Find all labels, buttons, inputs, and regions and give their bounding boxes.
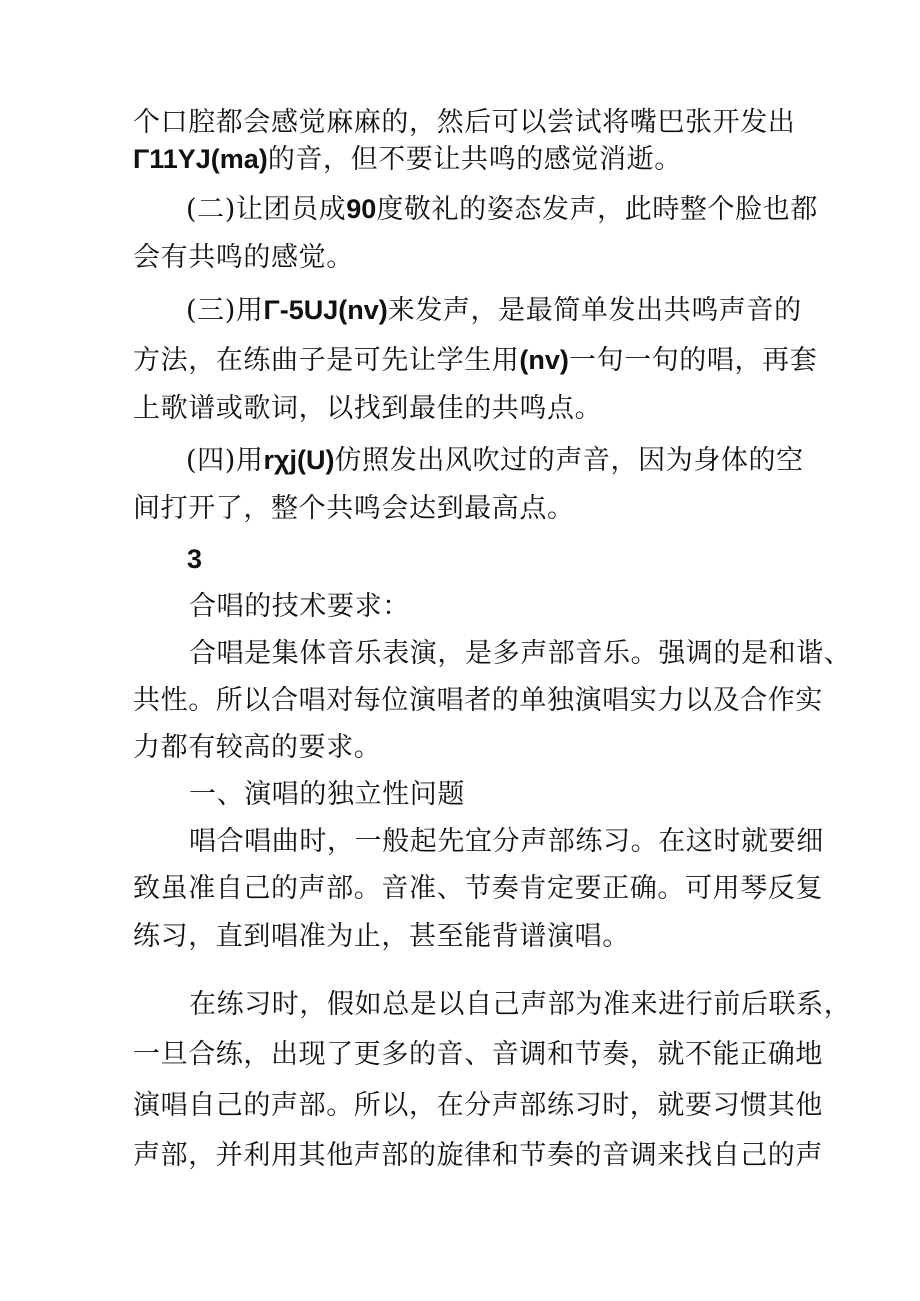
text-line (133, 681, 920, 721)
number-value: 90 (346, 194, 377, 224)
text-run: 会有共鸣的感觉。 (133, 242, 354, 273)
text-run: 度敬礼的姿态发声，此時整个脸也都 (376, 194, 818, 225)
phonetic-code: Γ11YJ(ma) (133, 144, 268, 174)
text-line (133, 139, 920, 179)
phonetic-code: rχj(U) (263, 445, 335, 475)
text-run: 一旦合练，出现了更多的音、音调和节奏，就不能正确地 (133, 1039, 823, 1070)
text-line (133, 340, 920, 380)
text-run: 方法，在练曲子是可先让学生用 (133, 345, 520, 376)
text-run: 仿照发出风吹过的声音，因为身体的空 (334, 445, 804, 476)
text-run: 合唱是集体音乐表演，是多声部音乐。强调的是和谐、 (189, 638, 852, 669)
text-line (133, 1035, 920, 1075)
text-line (133, 238, 920, 278)
text-run: 个口腔都会感觉麻麻的，然后可以尝试将嘴巴张开发出 (133, 107, 796, 138)
text-run: 声部，并利用其他声部的旋律和节奏的音调来找自己的声 (133, 1140, 823, 1171)
text-line (186, 290, 920, 330)
section-number (187, 539, 920, 579)
text-run: (二)让团员成 (186, 194, 347, 225)
phonetic-code: Γ-5UJ(nv) (263, 295, 388, 325)
text-run: 共性。所以合唱对每位演唱者的单独演唱实力以及合作实 (133, 685, 823, 716)
subheading-text: 一、演唱的独立性问题 (189, 779, 465, 810)
text-run: 唱合唱曲时，一般起先宜分声部练习。在这时就要细 (189, 826, 824, 857)
text-line (133, 1136, 920, 1176)
text-run: (三)用 (186, 295, 264, 326)
text-line (133, 1086, 920, 1126)
text-line (133, 389, 920, 429)
text-run: 演唱自己的声部。所以，在分声部练习时，就要习惯其他 (133, 1090, 823, 1121)
text-line (133, 489, 920, 529)
text-run: 上歌谱或歌词，以找到最佳的共鸣点。 (133, 393, 603, 424)
subheading (189, 775, 920, 815)
text-run: 的音，但不要让共鸣的感觉消逝。 (267, 144, 682, 175)
phonetic-code: (nv) (519, 345, 569, 375)
text-line (189, 822, 920, 862)
text-run: 在练习时，假如总是以自己声部为准来进行前后联系， (189, 989, 852, 1020)
text-run: 间打开了，整个共鸣会达到最高点。 (133, 493, 575, 524)
text-line (133, 917, 920, 957)
text-line (186, 189, 920, 229)
text-run: 练习，直到唱准为止，甚至能背谱演唱。 (133, 921, 630, 952)
text-run: 来发声，是最简单发出共鸣声音的 (387, 295, 802, 326)
text-line (133, 103, 920, 143)
text-run: 一句一句的唱，再套 (568, 345, 818, 376)
heading-text: 合唱的技术要求： (189, 591, 410, 622)
text-run: 致虽准自己的声部。音准、节奏肯定要正确。可用琴反复 (133, 873, 823, 904)
text-line (133, 728, 920, 768)
text-line (189, 634, 920, 674)
text-run: (四)用 (186, 445, 264, 476)
section-number-text: 3 (187, 544, 203, 574)
text-line (189, 985, 920, 1025)
text-run: 力都有较高的要求。 (133, 732, 382, 763)
text-line (186, 440, 920, 480)
section-heading (189, 587, 920, 627)
text-line (133, 869, 920, 909)
